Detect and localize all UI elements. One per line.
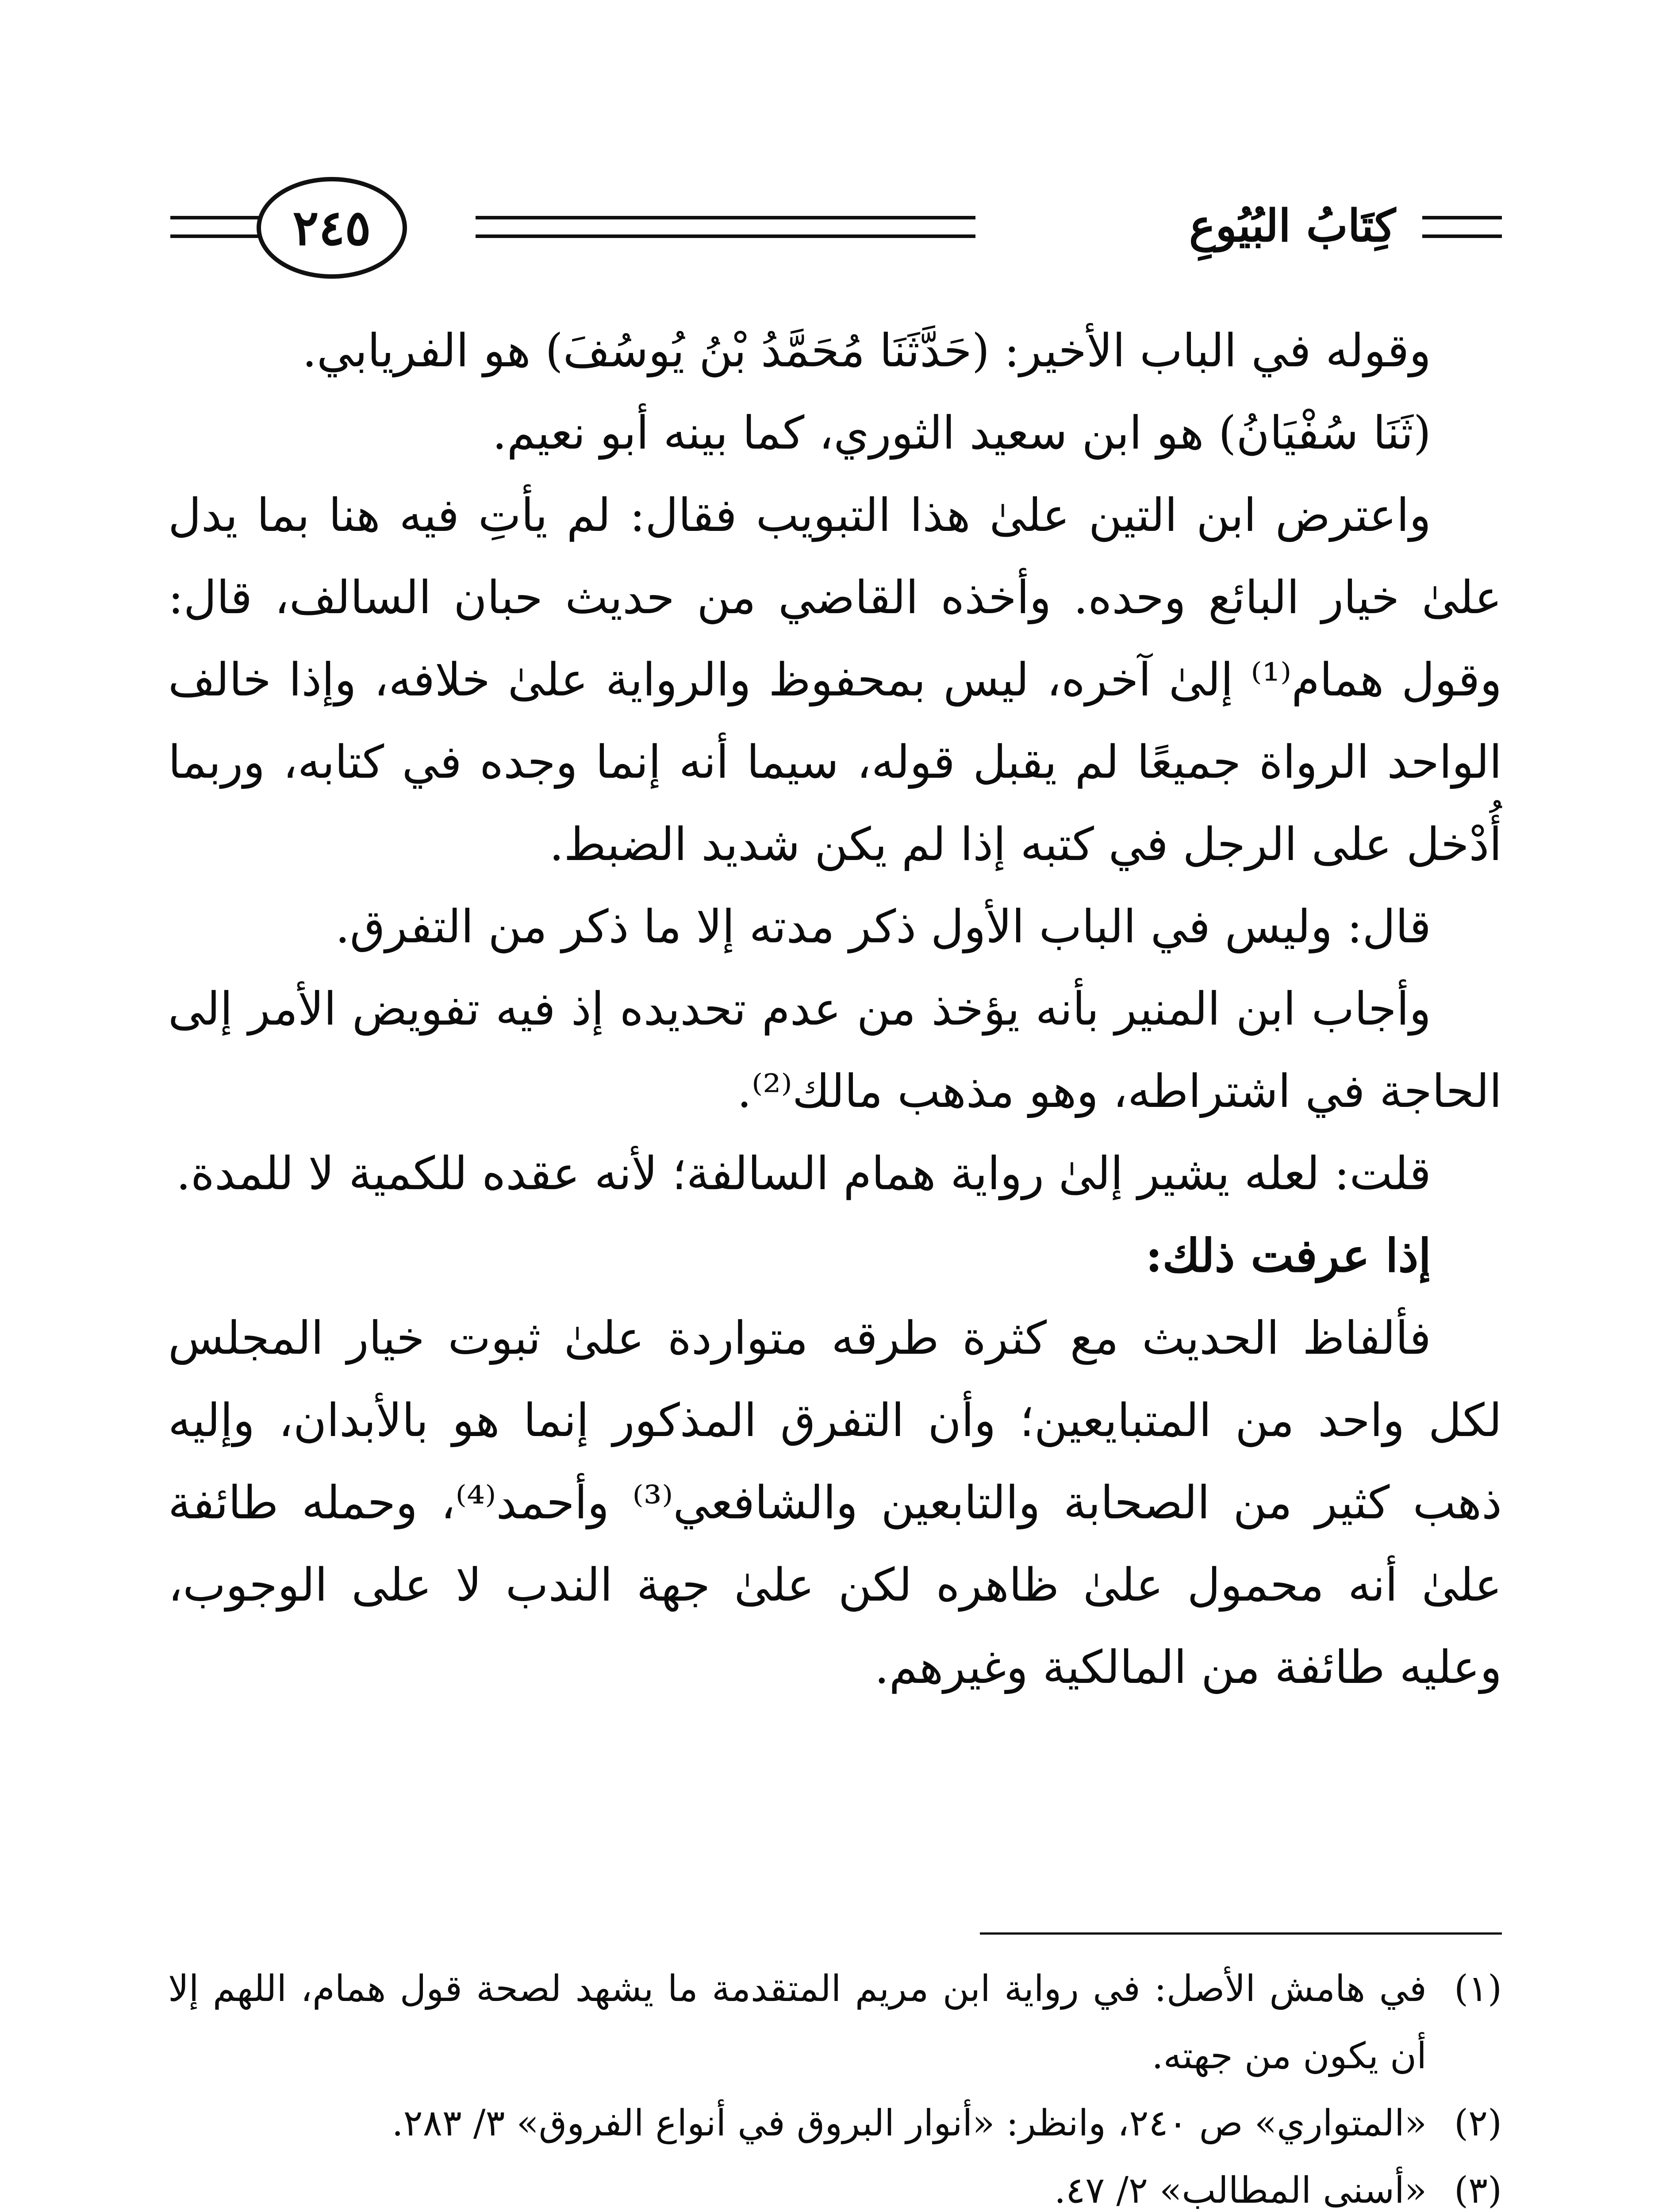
main-text bbox=[168, 310, 1502, 1709]
header-rule bbox=[476, 216, 975, 219]
header-rule bbox=[476, 234, 975, 238]
footnote-number: (١) bbox=[1454, 1968, 1502, 2010]
footnote bbox=[168, 1955, 1502, 2090]
paragraph: (ثَنَا سُفْيَانُ) هو ابن سعيد الثوري، كما بينه أبو نعيم. bbox=[492, 407, 1431, 460]
footnote-number: (٣) bbox=[1454, 2170, 1502, 2212]
header-rule bbox=[1422, 216, 1502, 219]
section-heading: إذا عرفت ذلك: bbox=[1145, 1229, 1431, 1283]
paragraph: فألفاظ الحديث مع كثرة طرقه متواردة علىٰ ثبوت خيار المجلس لكل واحد من المتبايعين؛ وأن التفرق المذكور إنما هو بالأبدان، وإليه ذهب كثير من الصحابة والتابعين والشافعي⁽³⁾ وأحمد⁽⁴⁾، وحمله طائفة علىٰ أنه محمول علىٰ ظاهره لكن علىٰ جهة الندب لا على الوجوب، وعليه طائفة من المالكية وغيرهم. bbox=[168, 1312, 1502, 1694]
paragraph: قلت: لعله يشير إلىٰ رواية همام السالفة؛ لأنه عقده للكمية لا للمدة. bbox=[176, 1147, 1431, 1200]
page-header bbox=[168, 168, 1502, 292]
header-rule bbox=[170, 216, 263, 219]
footnote bbox=[168, 2090, 1502, 2157]
page-number-oval bbox=[257, 177, 407, 279]
paragraph: وأجاب ابن المنير بأنه يؤخذ من عدم تحديده إذ فيه تفويض الأمر إلى الحاجة في اشتراطه، وهو مذهب مالك⁽²⁾. bbox=[168, 983, 1502, 1118]
footnote-text: «أسنى المطالب» ٢/ ٤٧. bbox=[1054, 2170, 1427, 2212]
footnote bbox=[168, 2157, 1502, 2212]
header-rule bbox=[170, 234, 263, 238]
paragraph: وقوله في الباب الأخير: (حَدَّثَنَا مُحَمَّدُ بْنُ يُوسُفَ) هو الفريابي. bbox=[302, 324, 1431, 377]
footnote-text: في هامش الأصل: في رواية ابن مريم المتقدمة ما يشهد لصحة قول همام، اللهم إلا أن يكون من جهته. bbox=[168, 1968, 1427, 2077]
header-rule bbox=[1422, 234, 1502, 238]
paragraph: واعترض ابن التين علىٰ هذا التبويب فقال: لم يأتِ فيه هنا بما يدل علىٰ خيار البائع وحده. وأخذه القاضي من حديث حبان السالف، قال: وقول همام⁽¹⁾ إلىٰ آخره، ليس بمحفوظ والرواية علىٰ خلافه، وإذا خالف الواحد الرواة جميعًا لم يقبل قوله، سيما أنه إنما وجده في كتابه، وربما أُدْخل على الرجل في كتبه إذا لم يكن شديد الضبط. bbox=[168, 489, 1502, 871]
running-title: كِتَابُ البُيُوعِ bbox=[1189, 200, 1396, 252]
footnote-number: (٢) bbox=[1454, 2102, 1502, 2144]
footnotes bbox=[168, 1955, 1502, 2212]
footnote-text: «المتواري» ص ٢٤٠، وانظر: «أنوار البروق في أنواع الفروق» ٣/ ٢٨٣. bbox=[392, 2102, 1427, 2144]
paragraph: قال: وليس في الباب الأول ذكر مدته إلا ما ذكر من التفرق. bbox=[335, 900, 1431, 953]
footnote-separator bbox=[980, 1932, 1502, 1935]
page-number: ٢٤٥ bbox=[292, 199, 371, 256]
